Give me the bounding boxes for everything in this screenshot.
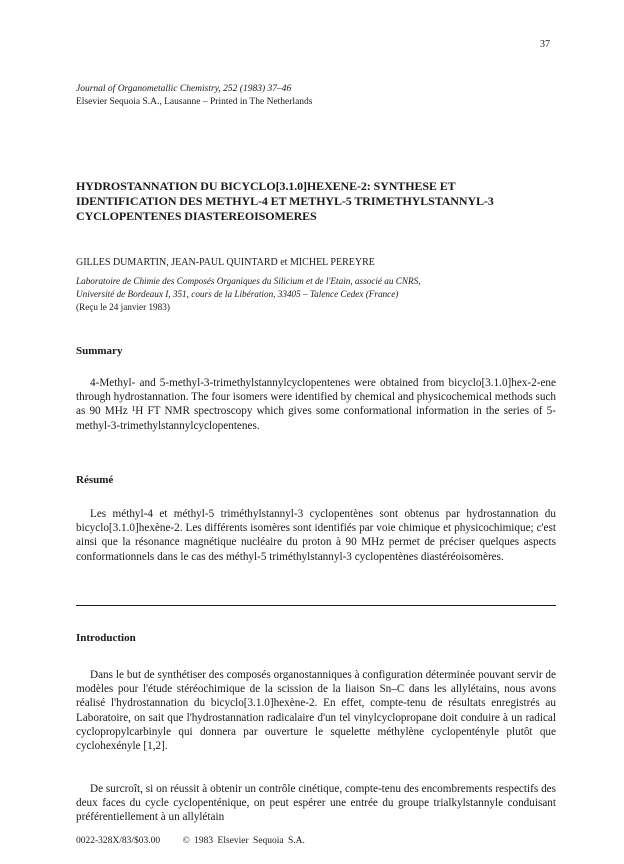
article-title: HYDROSTANNATION DU BICYCLO[3.1.0]HEXENE-2: SYNTHESE ET IDENTIFICATION DES METHYL-4 ET METHYL-5 TRIMETHYLSTANNYL-3 CYCLOPENTENES DIASTEREOISOMERES [76, 179, 494, 223]
footer-copyright: © 1983 Elsevier Sequoia S.A. [182, 836, 305, 846]
affiliation [76, 275, 556, 313]
footer [76, 836, 305, 846]
received-date: (Reçu le 24 janvier 1983) [76, 301, 170, 312]
resume-heading: Résumé [76, 474, 114, 486]
authors: GILLES DUMARTIN, JEAN-PAUL QUINTARD et MICHEL PEREYRE [76, 257, 375, 268]
journal-header [76, 83, 312, 109]
section-divider [76, 605, 556, 606]
summary-heading: Summary [76, 345, 123, 357]
summary-text: 4-Methyl- and 5-methyl-3-trimethylstannylcyclopentenes were obtained from bicyclo[3.1.0]hex-2-ene through hydrostannation. The four isomers were identified by chemical and physicochemical methods such as 90 MHz ¹H FT NMR spectroscopy which gives some conformational information in the series of 5-methyl-3-trimethylstannylcyclopentenes. [76, 377, 556, 432]
introduction-paragraph-1: Dans le but de synthétiser des composés organostanniques à configuration déterminée pouvant servir de modèles pour l'étude stéréochimique de la scission de la liaison Sn–C dans les allylétains, nous avons réalisé l'hydrostannation du bicyclo[3.1.0]hexène-2. En effet, compte-tenu de résultats enregistrés au Laboratoire, on sait que l'hydrostannation radicalaire d'un tel vinylcyclopropane doit conduire à un radical cyclopropylcarbinyle qui donnera par ouverture le squelette méthylène cyclopentényle plutôt que cyclohexényle [1,2]. [76, 669, 556, 753]
journal-citation: Journal of Organometallic Chemistry, 252 (1983) 37–46 [76, 84, 292, 94]
publisher-line: Elsevier Sequoia S.A., Lausanne – Printed in The Netherlands [76, 97, 313, 107]
affiliation-line-1: Laboratoire de Chimie des Composés Organiques du Silicium et de l'Etain, associé au CNRS, [76, 276, 421, 286]
footer-code: 0022-328X/83/$03.00 [76, 836, 161, 846]
introduction-paragraph-2: De surcroît, si on réussit à obtenir un contrôle cinétique, compte-tenu des encombrements respectifs des deux faces du cycle cyclopenténique, on peut espérer une entrée du groupe trialkylstannyle conduisant préférentiellement à un allylétain [76, 783, 556, 824]
resume-text: Les méthyl-4 et méthyl-5 triméthylstannyl-3 cyclopentènes sont obtenus par hydrostannation du bicyclo[3.1.0]hexène-2. Les différents isomères sont identifiés par voie chimique et physicochimique; c'est ainsi que la résonance magnétique nucléaire du proton à 90 MHz permet de préciser quelques aspects conformationnels dans le cas des méthyl-5 triméthylstannyl-3 cyclopentènes diastéréoisomères. [76, 508, 556, 563]
introduction-heading: Introduction [76, 632, 136, 644]
page-number: 37 [540, 39, 550, 50]
affiliation-line-2: Université de Bordeaux I, 351, cours de la Libération, 33405 – Talence Cedex (France) [76, 288, 399, 299]
